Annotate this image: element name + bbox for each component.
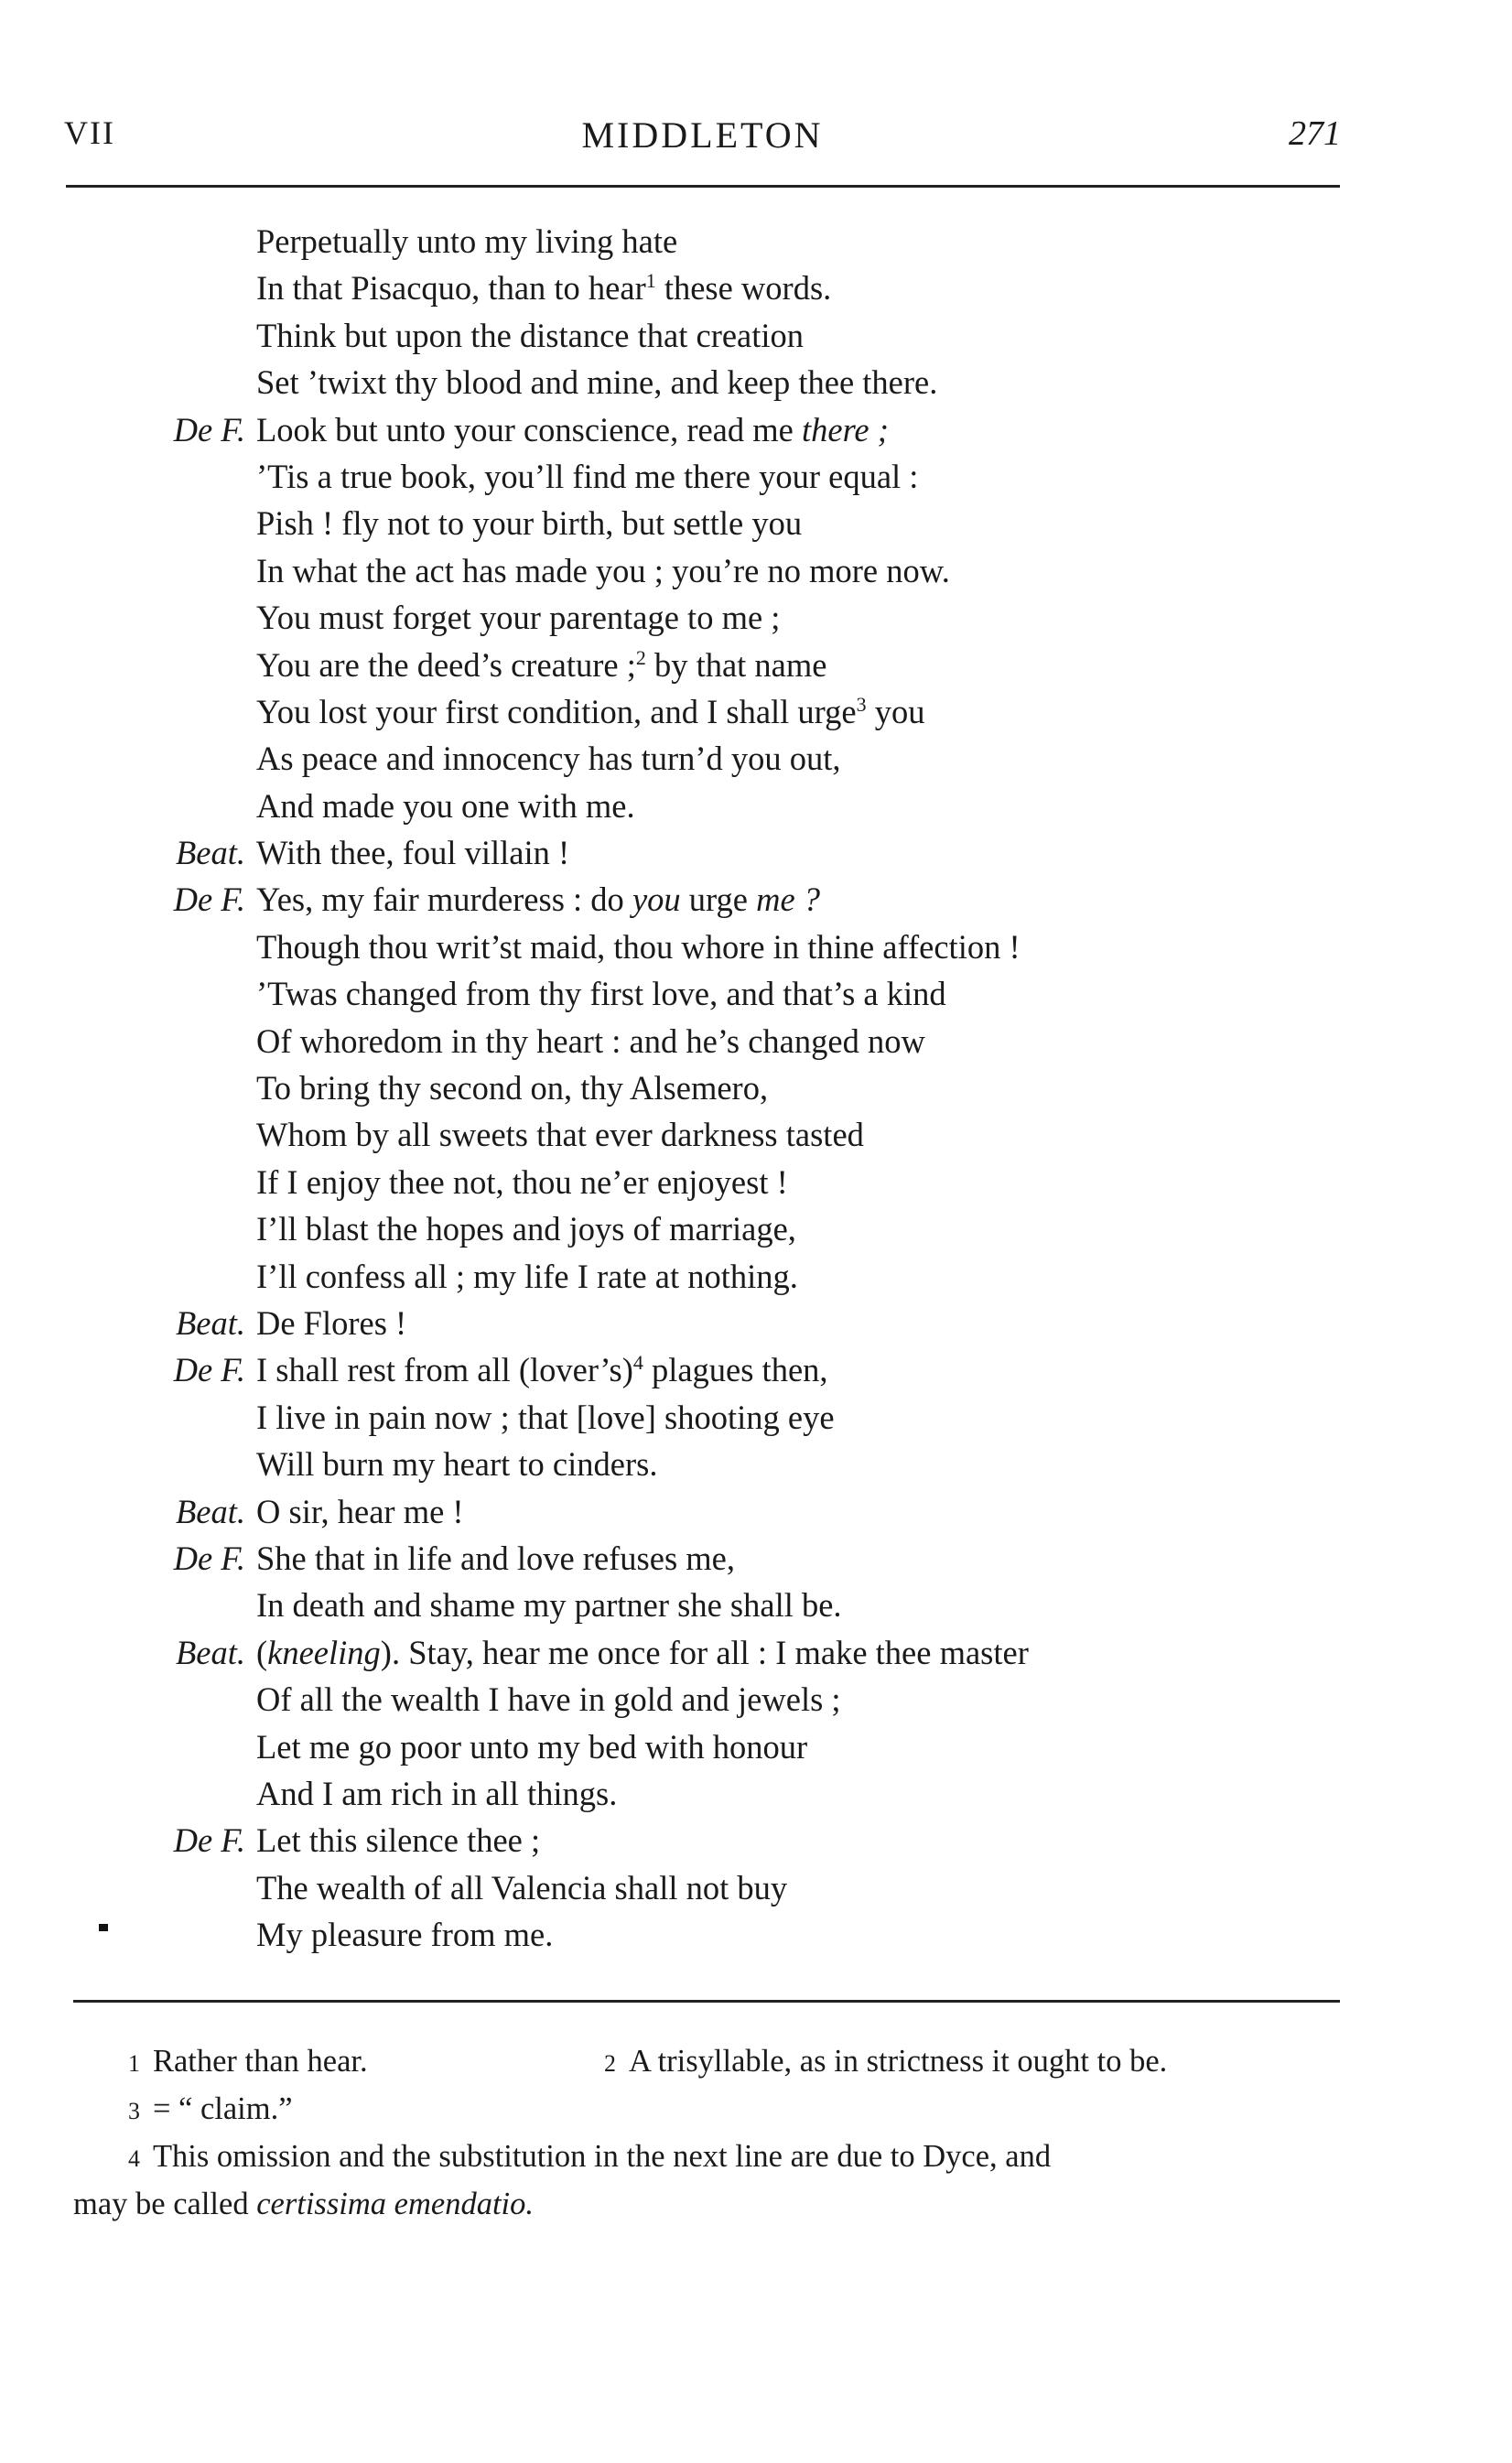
speaker-label: De F. [173, 1351, 245, 1389]
running-title: MIDDLETON [581, 114, 824, 156]
verse-line [0, 1159, 1512, 1205]
verse-line [0, 1488, 1512, 1535]
verse-line [0, 453, 1512, 500]
footnote-rule [73, 2000, 1340, 2003]
verse-block [0, 218, 1512, 1958]
verse-text-segment: In what the act has made you ; you’re no more now. [256, 551, 950, 589]
footnote-marker: 4 [128, 2145, 140, 2172]
verse-text [256, 1205, 796, 1252]
verse-text [256, 829, 569, 876]
verse-text [256, 265, 831, 311]
verse-line [0, 1629, 1512, 1676]
verse-text-segment: Let this silence thee ; [256, 1821, 541, 1860]
verse-text [256, 218, 677, 265]
verse-line [0, 312, 1512, 359]
verse-text [256, 1911, 553, 1958]
verse-text-segment: You are the deed’s creature ; [256, 645, 636, 684]
footnote-1 [128, 2037, 368, 2088]
speaker-label: Beat. [175, 1303, 245, 1342]
footnote-3 [128, 2085, 293, 2135]
footnote-italic: certissima emendatio. [256, 2187, 534, 2221]
page-number: 271 [1289, 114, 1341, 153]
verse-text-segment: Perpetually unto my living hate [256, 222, 678, 260]
verse-text-segment: ’Tis a true book, you’ll find me there your equal : [256, 457, 919, 495]
verse-text-segment: these words. [655, 269, 832, 308]
verse-line [0, 500, 1512, 546]
verse-text-segment: you [866, 692, 925, 730]
verse-text-segment: With thee, foul villain ! [256, 834, 570, 872]
footnote-row-4 [73, 2180, 1347, 2228]
verse-text [256, 1253, 798, 1300]
footnote-reference: 4 [632, 1351, 643, 1375]
footnote-text: Rather than hear. [152, 2044, 368, 2079]
verse-text-segment: De Flores ! [256, 1303, 407, 1342]
footnote-row-3 [73, 2133, 1347, 2180]
footnote-text: A trisyllable, as in strictness it ought to be. [628, 2044, 1168, 2079]
verse-line [0, 924, 1512, 970]
verse-text-segment: Though thou writ’st maid, thou whore in thine affection ! [256, 927, 1021, 966]
verse-line [0, 1723, 1512, 1770]
verse-text-segment: O sir, hear me ! [256, 1492, 464, 1530]
footnote-text: may be called [73, 2187, 257, 2221]
verse-text-segment: The wealth of all Valencia shall not buy [256, 1868, 788, 1907]
verse-line [0, 265, 1512, 311]
verse-text [256, 312, 804, 359]
verse-text [256, 1535, 735, 1582]
chapter-numeral: VII [64, 114, 115, 151]
verse-line [0, 1676, 1512, 1723]
verse-italic-segment: you [632, 880, 681, 919]
verse-text [256, 1111, 864, 1158]
speaker-label: Beat. [175, 1633, 245, 1671]
footnote-text: This omission and the substitution in the next line are due to Dyce, and [152, 2139, 1052, 2174]
verse-line [0, 1817, 1512, 1863]
verse-text-segment: plagues then, [643, 1351, 828, 1389]
verse-text [256, 1346, 828, 1393]
verse-italic-segment: kneeling [267, 1633, 381, 1671]
speaker-label: De F. [173, 410, 245, 448]
verse-text-segment: ). Stay, hear me once for all : I make thee master [380, 1633, 1029, 1671]
verse-line [0, 1064, 1512, 1111]
footnote-reference: 3 [856, 692, 867, 716]
verse-text-segment: Pish ! fly not to your birth, but settle you [256, 504, 803, 543]
verse-text-segment: Think but upon the distance that creation [256, 316, 805, 354]
verse-line [0, 783, 1512, 829]
verse-text [256, 1064, 768, 1111]
footnote-reference: 1 [645, 269, 656, 293]
verse-text [256, 1676, 841, 1723]
verse-text-segment: In that Pisacquo, than to hear [256, 269, 646, 308]
verse-line [0, 829, 1512, 876]
verse-text-segment: Set ’twixt thy blood and mine, and keep thee there. [256, 363, 938, 402]
verse-text-segment: by that name [645, 645, 827, 684]
verse-line [0, 1911, 1512, 1958]
verse-text [256, 876, 820, 923]
verse-text [256, 970, 946, 1017]
verse-text-segment: To bring thy second on, thy Alsemero, [256, 1069, 769, 1107]
verse-line [0, 1864, 1512, 1911]
verse-text [256, 359, 937, 405]
verse-text [256, 547, 950, 594]
verse-text-segment: urge [680, 880, 757, 919]
verse-text [256, 406, 889, 453]
footnote-2 [604, 2037, 1167, 2088]
footnotes [73, 2037, 1347, 2228]
speaker-label: Beat. [175, 834, 245, 872]
verse-line [0, 1535, 1512, 1582]
verse-text-segment: My pleasure from me. [256, 1916, 554, 1954]
verse-text-segment: I live in pain now ; that [love] shooting eye [256, 1398, 835, 1436]
verse-line [0, 547, 1512, 594]
verse-text-segment: Of whoredom in thy heart : and he’s changed now [256, 1021, 925, 1060]
verse-line [0, 1770, 1512, 1817]
footnote-4 [128, 2133, 1051, 2183]
header-rule [66, 185, 1340, 188]
verse-line [0, 688, 1512, 735]
footnote-reference: 2 [635, 645, 646, 669]
verse-line [0, 876, 1512, 923]
speaker-label: Beat. [175, 1492, 245, 1530]
verse-line [0, 359, 1512, 405]
verse-text [256, 1723, 807, 1770]
verse-text-segment: I’ll confess all ; my life I rate at nothing. [256, 1257, 798, 1295]
speaker-label: De F. [173, 1821, 245, 1860]
verse-text [256, 783, 635, 829]
verse-text [256, 1159, 788, 1205]
running-header [64, 113, 1341, 159]
verse-italic-segment: me ? [756, 880, 821, 919]
verse-line [0, 970, 1512, 1017]
verse-line [0, 594, 1512, 641]
verse-line [0, 1205, 1512, 1252]
verse-text-segment: I shall rest from all (lover’s) [256, 1351, 633, 1389]
verse-text-segment: I’ll blast the hopes and joys of marriage, [256, 1210, 796, 1248]
footnote-row-2 [73, 2085, 1347, 2133]
verse-text-segment: And I am rich in all things. [256, 1774, 618, 1812]
footnote-marker: 1 [128, 2050, 140, 2077]
speaker-label: De F. [173, 880, 245, 919]
verse-line [0, 1394, 1512, 1441]
verse-text-segment: If I enjoy thee not, thou ne’er enjoyest ! [256, 1162, 788, 1201]
footnote-4-continued [73, 2180, 534, 2228]
verse-line [0, 1253, 1512, 1300]
verse-text [256, 1582, 842, 1628]
verse-line [0, 1346, 1512, 1393]
footnote-row-1 [73, 2037, 1347, 2085]
verse-text [256, 924, 1021, 970]
footnote-marker: 3 [128, 2098, 140, 2124]
verse-text [256, 1864, 787, 1911]
verse-text-segment: Will burn my heart to cinders. [256, 1445, 658, 1484]
verse-text-segment: Let me go poor unto my bed with honour [256, 1727, 808, 1766]
verse-text-segment: And made you one with me. [256, 786, 635, 825]
verse-text [256, 1441, 657, 1487]
verse-text-segment: You must forget your parentage to me ; [256, 599, 781, 637]
verse-line [0, 1582, 1512, 1628]
verse-text-segment: You lost your first condition, and I shall urge [256, 692, 857, 730]
footnote-marker: 2 [604, 2050, 616, 2077]
verse-line [0, 1111, 1512, 1158]
verse-line [0, 735, 1512, 782]
verse-line [0, 1018, 1512, 1064]
verse-text-segment: ( [256, 1633, 268, 1671]
verse-text [256, 453, 918, 500]
verse-text [256, 500, 802, 546]
verse-text-segment: Of all the wealth I have in gold and jewels ; [256, 1680, 841, 1719]
verse-line [0, 218, 1512, 265]
verse-text [256, 642, 826, 688]
verse-text [256, 1394, 835, 1441]
verse-italic-segment: there ; [801, 410, 889, 448]
footnote-text: = “ claim.” [152, 2091, 293, 2126]
verse-text [256, 1629, 1029, 1676]
verse-text [256, 594, 780, 641]
verse-text-segment: She that in life and love refuses me, [256, 1539, 736, 1577]
verse-text [256, 1817, 540, 1863]
verse-text [256, 1770, 617, 1817]
verse-text [256, 1488, 464, 1535]
verse-text [256, 688, 924, 735]
verse-text-segment: In death and shame my partner she shall be. [256, 1586, 842, 1625]
verse-text-segment: ’Twas changed from thy first love, and that’s a kind [256, 975, 946, 1013]
verse-text [256, 1300, 406, 1346]
verse-line [0, 642, 1512, 688]
verse-text [256, 735, 841, 782]
speaker-label: De F. [173, 1539, 245, 1577]
verse-text-segment: Yes, my fair murderess : do [256, 880, 632, 919]
verse-text-segment: Look but unto your conscience, read me [256, 410, 802, 448]
verse-text [256, 1018, 925, 1064]
verse-line [0, 1300, 1512, 1346]
margin-mark [99, 1924, 108, 1931]
verse-text-segment: Whom by all sweets that ever darkness tasted [256, 1116, 864, 1154]
verse-line [0, 406, 1512, 453]
verse-text-segment: As peace and innocency has turn’d you out, [256, 740, 841, 778]
verse-line [0, 1441, 1512, 1487]
